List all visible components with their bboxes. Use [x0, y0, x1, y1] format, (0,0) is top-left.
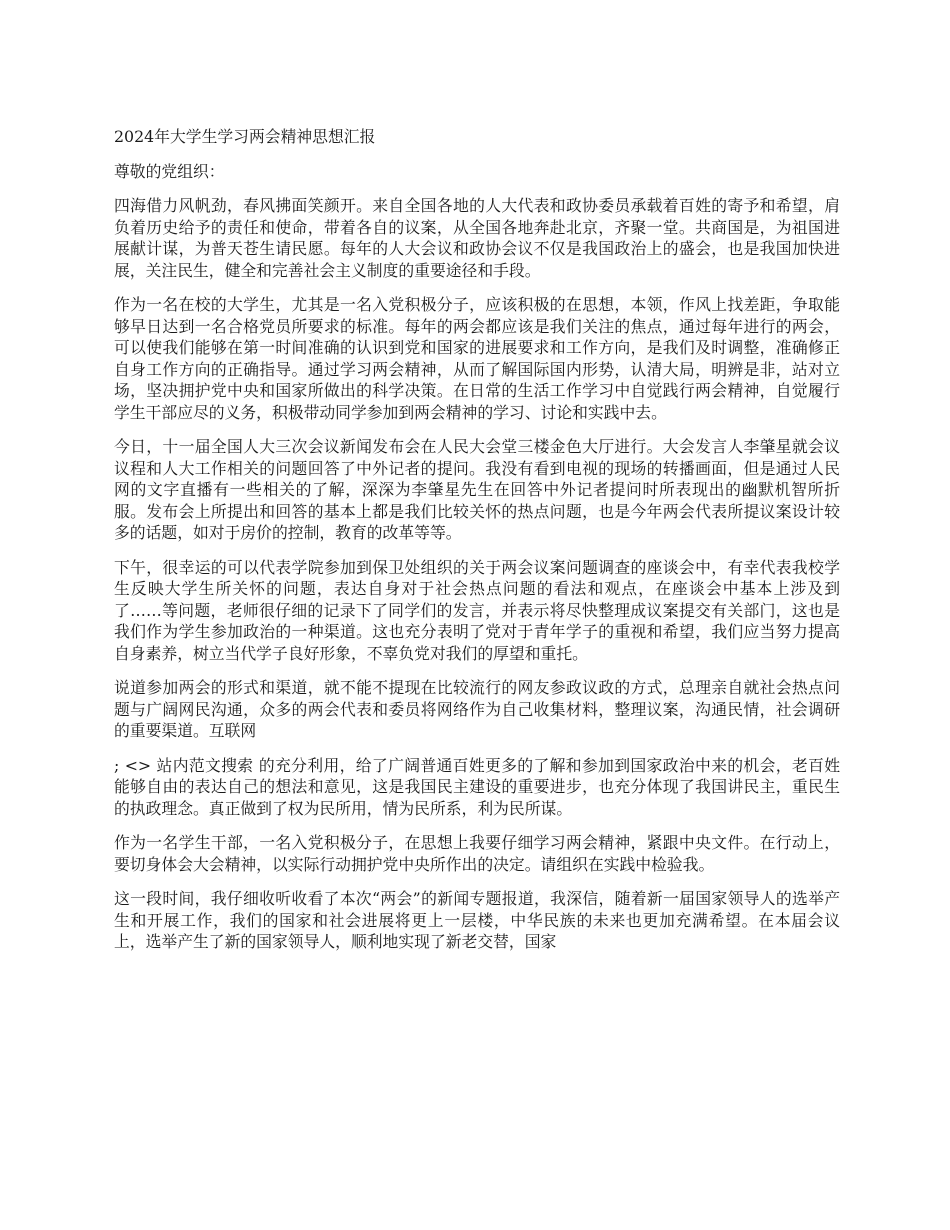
document-title: 2024年大学生学习两会精神思想汇报 — [114, 127, 376, 146]
paragraph-8: 这一段时间，我仔细收听收看了本次“两会”的新闻专题报道，我深信，随着新一届国家领导人的选举产生和开展工作，我们的国家和社会进展将更上一层楼，中华民族的未来也更加充满希望。在本届会议上，选举产生了新的国家领导人，顺利地实现了新老交替，国家 — [114, 889, 840, 951]
paragraph-1: 四海借力风帆劲，春风拂面笑颜开。来自全国各地的人大代表和政协委员承载着百姓的寄予和希望，肩负着历史给予的责任和使命，带着各自的议案，从全国各地奔赴北京，齐聚一堂。共商国是，为祖国进展献计谋，为普天苍生请民愿。每年的人大会议和政协会议不仅是我国政治上的盛会，也是我国加快进展，关注民生，健全和完善社会主义制度的重要途径和手段。 — [114, 196, 840, 280]
document-body — [114, 126, 840, 966]
paragraph-4: 下午，很幸运的可以代表学院参加到保卫处组织的关于两会议案问题调查的座谈会中，有幸代表我校学生反映大学生所关怀的问题，表达自身对于社会热点问题的看法和观点，在座谈会中基本上涉及到了……等问题，老师很仔细的记录下了同学们的发言，并表示将尽快整理成议案提交有关部门，这也是我们作为学生参加政治的一种渠道。这也充分表明了党对于青年学子的重视和希望，我们应当努力提高自身素养，树立当代学子良好形象，不辜负党对我们的厚望和重托。 — [114, 557, 840, 663]
salutation: 尊敬的党组织： — [114, 161, 225, 181]
paragraph-2: 作为一名在校的大学生，尤其是一名入党积极分子，应该积极的在思想，本领，作风上找差距，争取能够早日达到一名合格党员所要求的标准。每年的两会都应该是我们关注的焦点，通过每年进行的两会，可以使我们能够在第一时间准确的认识到党和国家的进展要求和工作方向，是我们及时调整，准确修正自身工作方向的正确指导。通过学习两会精神，从而了解国际国内形势，认清大局，明辨是非，站对立场，坚决拥护党中央和国家所做出的科学决策。在日常的生活工作学习中自觉践行两会精神，自觉履行学生干部应尽的义务，积极带动同学参加到两会精神的学习、讨论和实践中去。 — [114, 295, 840, 422]
paragraph-7: 作为一名学生干部，一名入党积极分子，在思想上我要仔细学习两会精神，紧跟中央文件。在行动上，要切身体会大会精神，以实际行动拥护党中央所作出的决定。请组织在实践中检验我。 — [114, 833, 840, 874]
paragraph-6: ; <> 站内范文搜索 的充分利用，给了广阔普通百姓更多的了解和参加到国家政治中来的机会，老百姓能够自由的表达自己的想法和意见，这是我国民主建设的重要进步，也充分体现了我国讲民主，重民生的执政理念。真正做到了权为民所用，情为民所系，利为民所谋。 — [114, 755, 840, 818]
paragraph-5: 说道参加两会的形式和渠道，就不能不提现在比较流行的网友参政议政的方式，总理亲自就社会热点问题与广阔网民沟通，众多的两会代表和委员将网络作为自己收集材料，整理议案，沟通民情，社会调研的重要渠道。互联网 — [114, 678, 840, 740]
paragraph-3: 今日，十一届全国人大三次会议新闻发布会在人民大会堂三楼金色大厅进行。大会发言人李肇星就会议议程和人大工作相关的问题回答了中外记者的提问。我没有看到电视的现场的转播画面，但是通过人民网的文字直播有一些相关的了解，深深为李肇星先生在回答中外记者提问时所表现出的幽默机智所折服。发布会上所提出和回答的基本上都是我们比较关怀的热点问题，也是今年两会代表所提议案设计较多的话题，如对于房价的控制，教育的改革等等。 — [114, 437, 840, 542]
